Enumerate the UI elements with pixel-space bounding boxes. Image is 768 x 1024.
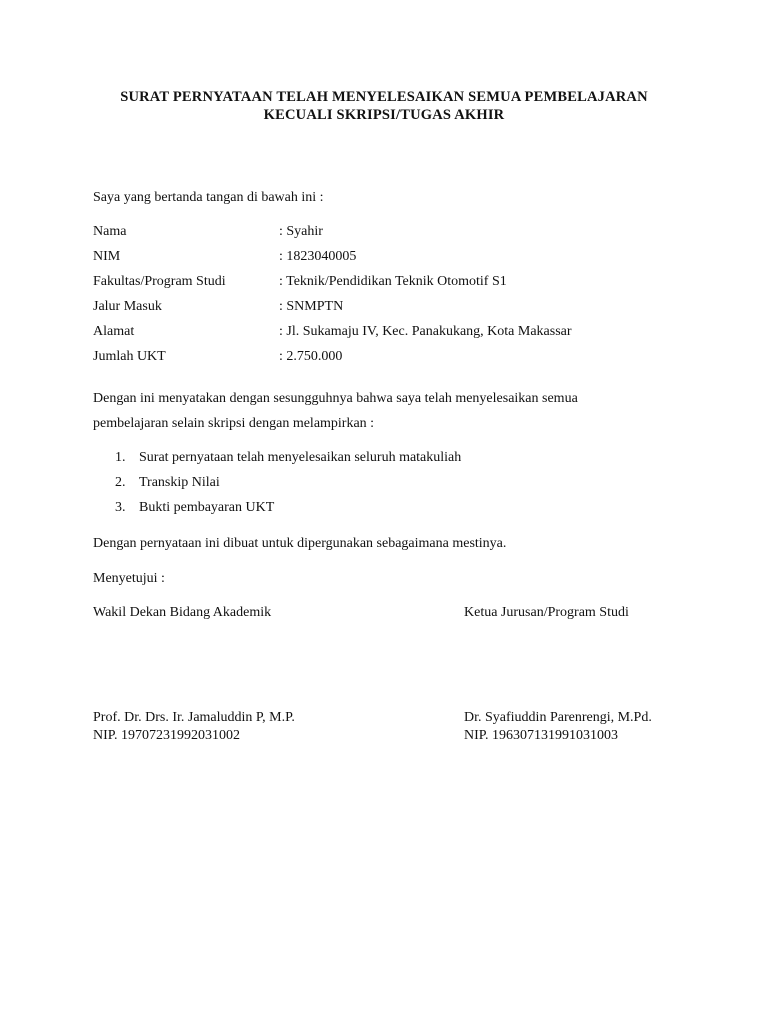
field-label-fakultas: Fakultas/Program Studi — [93, 274, 226, 289]
title-line-1: SURAT PERNYATAAN TELAH MENYELESAIKAN SEMUA PEMBELAJARAN — [120, 89, 648, 105]
list-item-text: Transkip Nilai — [139, 475, 220, 490]
field-value-jalur-masuk: : SNMPTN — [279, 299, 344, 314]
approval-label: Menyetujui : — [93, 571, 165, 586]
list-item-text: Bukti pembayaran UKT — [139, 500, 275, 515]
field-value-nim: : 1823040005 — [279, 249, 357, 264]
field-label-alamat: Alamat — [93, 324, 135, 339]
signatory-left-role: Wakil Dekan Bidang Akademik — [93, 605, 272, 620]
field-label-nama: Nama — [93, 224, 127, 239]
list-item-number: 2. — [115, 475, 126, 490]
field-value-jumlah-ukt: : 2.750.000 — [279, 349, 343, 364]
list-item-number: 3. — [115, 500, 126, 515]
signatory-right-nip: NIP. 196307131991031003 — [464, 728, 619, 743]
field-value-fakultas: : Teknik/Pendidikan Teknik Otomotif S1 — [279, 274, 507, 289]
intro-text: Saya yang bertanda tangan di bawah ini : — [93, 190, 324, 205]
statement-paragraph — [93, 386, 578, 436]
field-label-jalur-masuk: Jalur Masuk — [93, 299, 162, 314]
title-line-2: KECUALI SKRIPSI/TUGAS AKHIR — [263, 107, 505, 123]
list-item-text: Surat pernyataan telah menyelesaikan seluruh matakuliah — [139, 450, 462, 465]
signatory-right-role: Ketua Jurusan/Program Studi — [464, 605, 629, 620]
field-label-jumlah-ukt: Jumlah UKT — [93, 349, 166, 364]
statement-line-1: Dengan ini menyatakan dengan sesungguhnya bahwa saya telah menyelesaikan semua — [93, 391, 578, 406]
field-label-nim: NIM — [93, 249, 121, 264]
signatory-left-name: Prof. Dr. Drs. Ir. Jamaluddin P, M.P. — [93, 710, 295, 725]
signatory-right-name: Dr. Syafiuddin Parenrengi, M.Pd. — [464, 710, 652, 725]
statement-line-2: pembelajaran selain skripsi dengan melampirkan : — [93, 416, 375, 431]
signatory-left-nip: NIP. 19707231992031002 — [93, 728, 241, 743]
closing-text: Dengan pernyataan ini dibuat untuk dipergunakan sebagaimana mestinya. — [93, 536, 507, 551]
list-item-number: 1. — [115, 450, 126, 465]
document-title — [0, 88, 768, 124]
field-value-nama: : Syahir — [279, 224, 323, 239]
field-value-alamat: : Jl. Sukamaju IV, Kec. Panakukang, Kota Makassar — [279, 324, 572, 339]
